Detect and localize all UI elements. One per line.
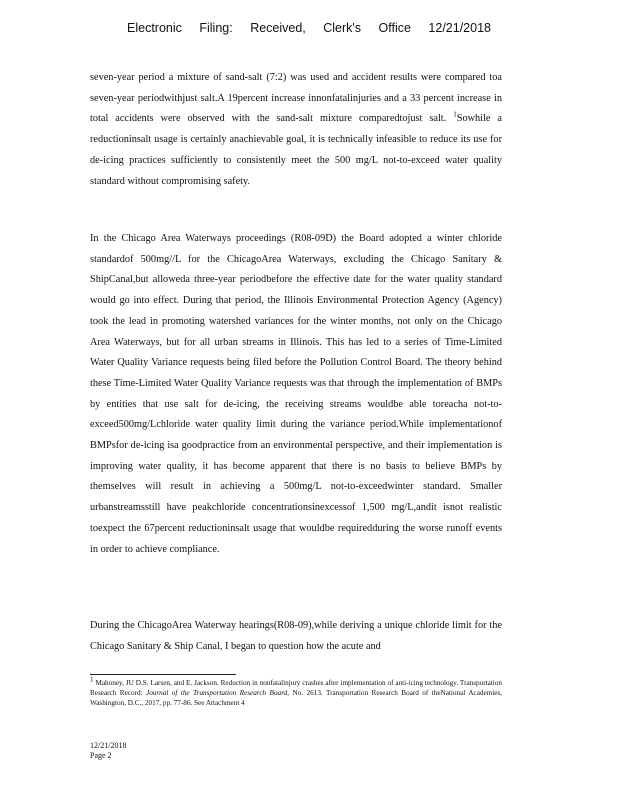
- paragraph-sand-salt-results: [90, 68, 502, 192]
- filing-header: Electronic Filing: Received, Clerk's Office 12/21/2018: [127, 21, 491, 35]
- footnote-citation-continued: No. 2613. Transportation Research Board of theNational Academies, Washington, D.C., 2017, pp. 77-86. See Attachment 4: [90, 689, 503, 707]
- footnote-reference: 1: [453, 110, 457, 119]
- footnote-citation: Mahoney, JU D.S. Larsen, and E. Jackson. Reduction in nonfatalinjury crashes after implementation of anti-icing technology. Transportation Research Record:: [90, 679, 502, 697]
- footnote-number: 1: [90, 675, 94, 684]
- footnote-journal-title: Journal of the Transportation Research Board,: [146, 689, 290, 697]
- footnote: [90, 675, 503, 708]
- paragraph-hearings: During the ChicagoArea Waterway hearings(R08-09),while deriving a unique chloride limit for the Chicago Sanitary & Ship Canal, I began to question how the acute and: [90, 620, 502, 652]
- paragraph-chicago-waterways: In the Chicago Area Waterways proceedings (R08-09D) the Board adopted a winter chloride standardof 500mg//L for the ChicagoArea Waterways, excluding the Chicago Sanitary & ShipCanal,but alloweda three-year periodbefore the effective date for the water quality standard would go into effect. During that period, the Illinois Environmental Protection Agency (Agency) took the lead in promoting watershed variances for the winter months, not only on the Chicago Area Waterways, but for all urban streams in Illinois. This has led to a series of Time-Limited Water Quality Variance requests being filed before the Pollution Control Board. The theory behind these Time-Limited Water Quality Variance requests was that through the implementation of BMPs by entities that use salt for de-icing, the receiving streams wouldbe able toreacha not-to-exceed500mg/Lchloride water quality limit during the variance period.While implementationof BMPsfor de-icing isa goodpractice from an environmental perspective, and their implementation is improving water quality, it has become apparent that there is no basis to believe BMPs by themselves will result in achieving a 500mg/L not-to-exceedwinter standard. Smaller urbanstreamsstill have peakchloride concentrationsinexcessof 1,500 mg/L,andit isnot realistic toexpect the 67percent reductioninsalt usage that wouldbe requiredduring the worse runoff events in order to achieve compliance.: [90, 233, 502, 555]
- paragraph-text: seven-year period a mixture of sand-salt (7:2) was used and accident results were compared toa seven-year periodwithjust salt.A 19percent increase innonfatalinjuries and a 33 percent increase in total accidents were observed with the sand-salt mixture comparedtojust salt.: [90, 72, 502, 125]
- footer-date: 12/21/2018: [90, 741, 127, 750]
- paragraph-text-continued: Sowhile a reductioninsalt usage is certainly anachievable goal, it is technically infeasible to reduce its use for de-icing practices sufficiently to consistently meet the 500 mg/L not-to-exceed water quality standard without compromising safety.: [90, 113, 502, 187]
- footer-page-number: Page 2: [90, 751, 112, 760]
- footnote-separator: [90, 674, 236, 675]
- page-footer: [90, 741, 126, 761]
